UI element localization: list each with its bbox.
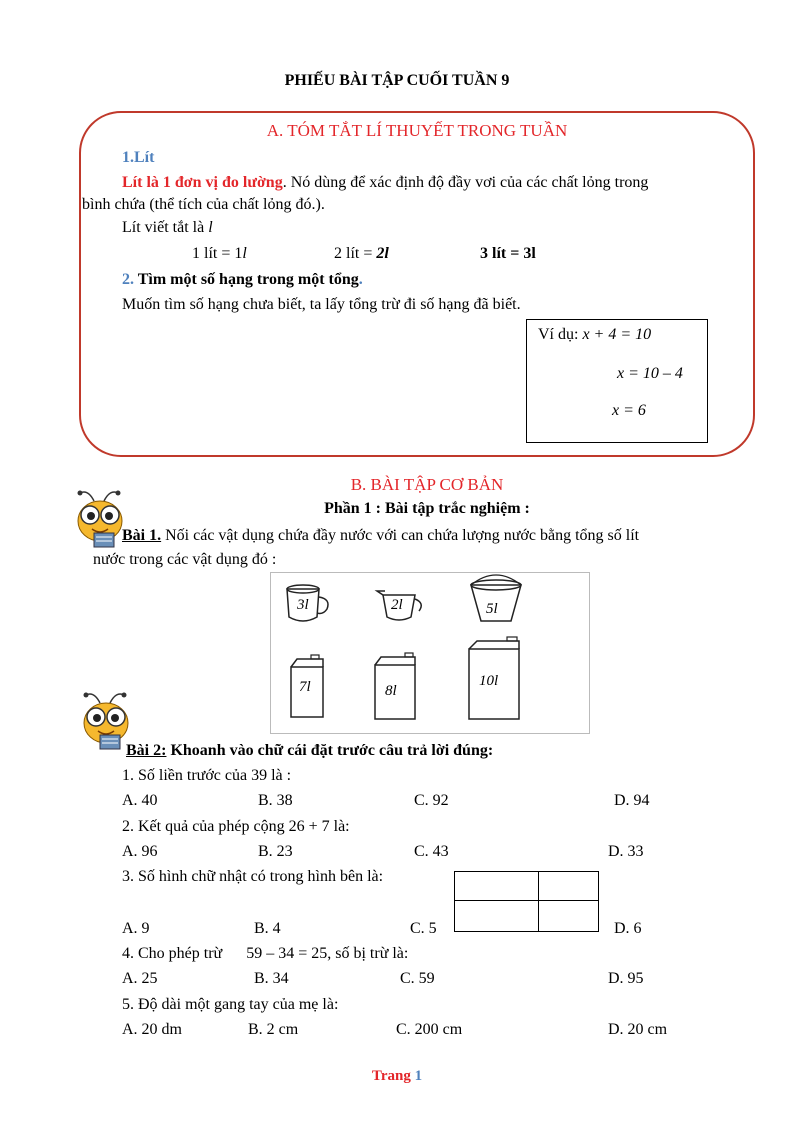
q5-option-d[interactable]: D. 20 cm	[608, 1021, 668, 1038]
q1-option-d[interactable]: D. 94	[614, 792, 650, 809]
bee-mascot-icon	[70, 487, 130, 549]
example-line-2: x = 10 – 4	[617, 365, 683, 382]
example-eq-1: x + 4 = 10	[582, 326, 652, 343]
container-label-cup: 3l	[297, 597, 309, 613]
q5-option-c[interactable]: C. 200 cm	[396, 1021, 463, 1038]
exercise-1-text: Nối các vật dụng chứa đầy nước với can chứa lượng nước bằng tổng số lít	[161, 527, 640, 544]
container-label-can-7: 7l	[299, 679, 311, 695]
question-5: 5. Độ dài một gang tay của mẹ là:	[122, 996, 339, 1013]
section-a-heading: A. TÓM TẮT LÍ THUYẾT TRONG TUẦN	[266, 121, 568, 140]
liter-definition-line2: bình chứa (thể tích của chất lỏng đó.).	[82, 196, 325, 213]
q2-option-d[interactable]: D. 33	[608, 843, 644, 860]
q4-option-b[interactable]: B. 34	[254, 970, 289, 987]
containers-figure	[270, 572, 590, 734]
topic-liter-heading: 1.Lít	[122, 149, 155, 166]
question-3: 3. Số hình chữ nhật có trong hình bên là:	[122, 868, 384, 885]
q3-option-a[interactable]: A. 9	[122, 920, 150, 937]
q2-option-b[interactable]: B. 23	[258, 843, 293, 860]
q3-option-c[interactable]: C. 5	[410, 920, 437, 937]
liter-example-2	[334, 245, 389, 263]
q5-option-a[interactable]: A. 20 dm	[122, 1021, 182, 1038]
exercise-2-prompt	[126, 742, 493, 760]
ex2-val: 2l	[376, 245, 389, 262]
addend-rule: Muốn tìm số hạng chưa biết, ta lấy tổng trừ đi số hạng đã biết.	[122, 296, 521, 313]
q1-option-c[interactable]: C. 92	[414, 792, 449, 809]
container-label-can-8: 8l	[385, 683, 397, 699]
q2-option-a[interactable]: A. 96	[122, 843, 158, 860]
section-b-heading: B. BÀI TẬP CƠ BẢN	[350, 475, 504, 494]
ex2-pre: 2 lít =	[334, 245, 377, 262]
example-label: Ví dụ:	[538, 326, 583, 343]
exercise-1-label: Bài 1.	[122, 527, 162, 544]
q2-option-c[interactable]: C. 43	[414, 843, 449, 860]
question-1: 1. Số liền trước của 39 là :	[122, 767, 292, 784]
q3-option-b[interactable]: B. 4	[254, 920, 281, 937]
abbr-symbol: l	[208, 219, 213, 236]
q4-option-d[interactable]: D. 95	[608, 970, 644, 987]
ex1-pre: 1 lít = 1	[192, 245, 243, 262]
liter-example-1	[192, 245, 247, 263]
liter-definition-highlight: Lít là 1 đơn vị đo lường	[122, 174, 283, 191]
question-2: 2. Kết quả của phép cộng 26 + 7 là:	[122, 818, 350, 835]
example-line-3: x = 6	[612, 402, 646, 419]
exercise-2-label: Bài 2:	[126, 742, 167, 759]
footer-label: Trang	[371, 1068, 415, 1084]
container-label-pitcher: 2l	[391, 597, 403, 613]
q4-option-c[interactable]: C. 59	[400, 970, 435, 987]
liter-abbreviation	[122, 219, 213, 237]
topic2-text: Tìm một số hạng trong một tổng	[134, 271, 359, 288]
topic-addend-heading	[122, 271, 363, 289]
page-footer	[0, 1068, 794, 1085]
liter-definition	[122, 174, 648, 192]
question-4: 4. Cho phép trừ 59 – 34 = 25, số bị trừ là:	[122, 945, 409, 962]
topic2-number: 2.	[122, 271, 134, 288]
abbr-prefix: Lít viết tắt là	[122, 219, 209, 236]
exercise-1-line2: nước trong các vật dụng đó :	[93, 551, 277, 568]
exercise-2-text: Khoanh vào chữ cái đặt trước câu trả lời đúng:	[166, 742, 494, 759]
exercise-1-prompt	[122, 527, 639, 545]
part1-heading: Phần 1 : Bài tập trắc nghiệm :	[324, 500, 530, 517]
q4-option-a[interactable]: A. 25	[122, 970, 158, 987]
container-label-can-10: 10l	[479, 673, 499, 689]
q5-option-b[interactable]: B. 2 cm	[248, 1021, 299, 1038]
example-line-1	[538, 326, 651, 344]
liter-definition-rest: . Nó dùng để xác định độ đầy vơi của các chất lỏng trong	[282, 174, 649, 191]
liter-example-3: 3 lít = 3l	[480, 245, 536, 262]
q1-option-b[interactable]: B. 38	[258, 792, 293, 809]
container-label-bucket: 5l	[486, 601, 498, 617]
q3-option-d[interactable]: D. 6	[614, 920, 642, 937]
q1-option-a[interactable]: A. 40	[122, 792, 158, 809]
footer-page-number: 1	[414, 1068, 423, 1084]
page-title: PHIẾU BÀI TẬP CUỐI TUẦN 9	[284, 72, 510, 89]
ex1-sym: l	[242, 245, 247, 262]
topic2-dot: .	[358, 271, 363, 288]
rectangle-grid-figure	[454, 871, 600, 933]
